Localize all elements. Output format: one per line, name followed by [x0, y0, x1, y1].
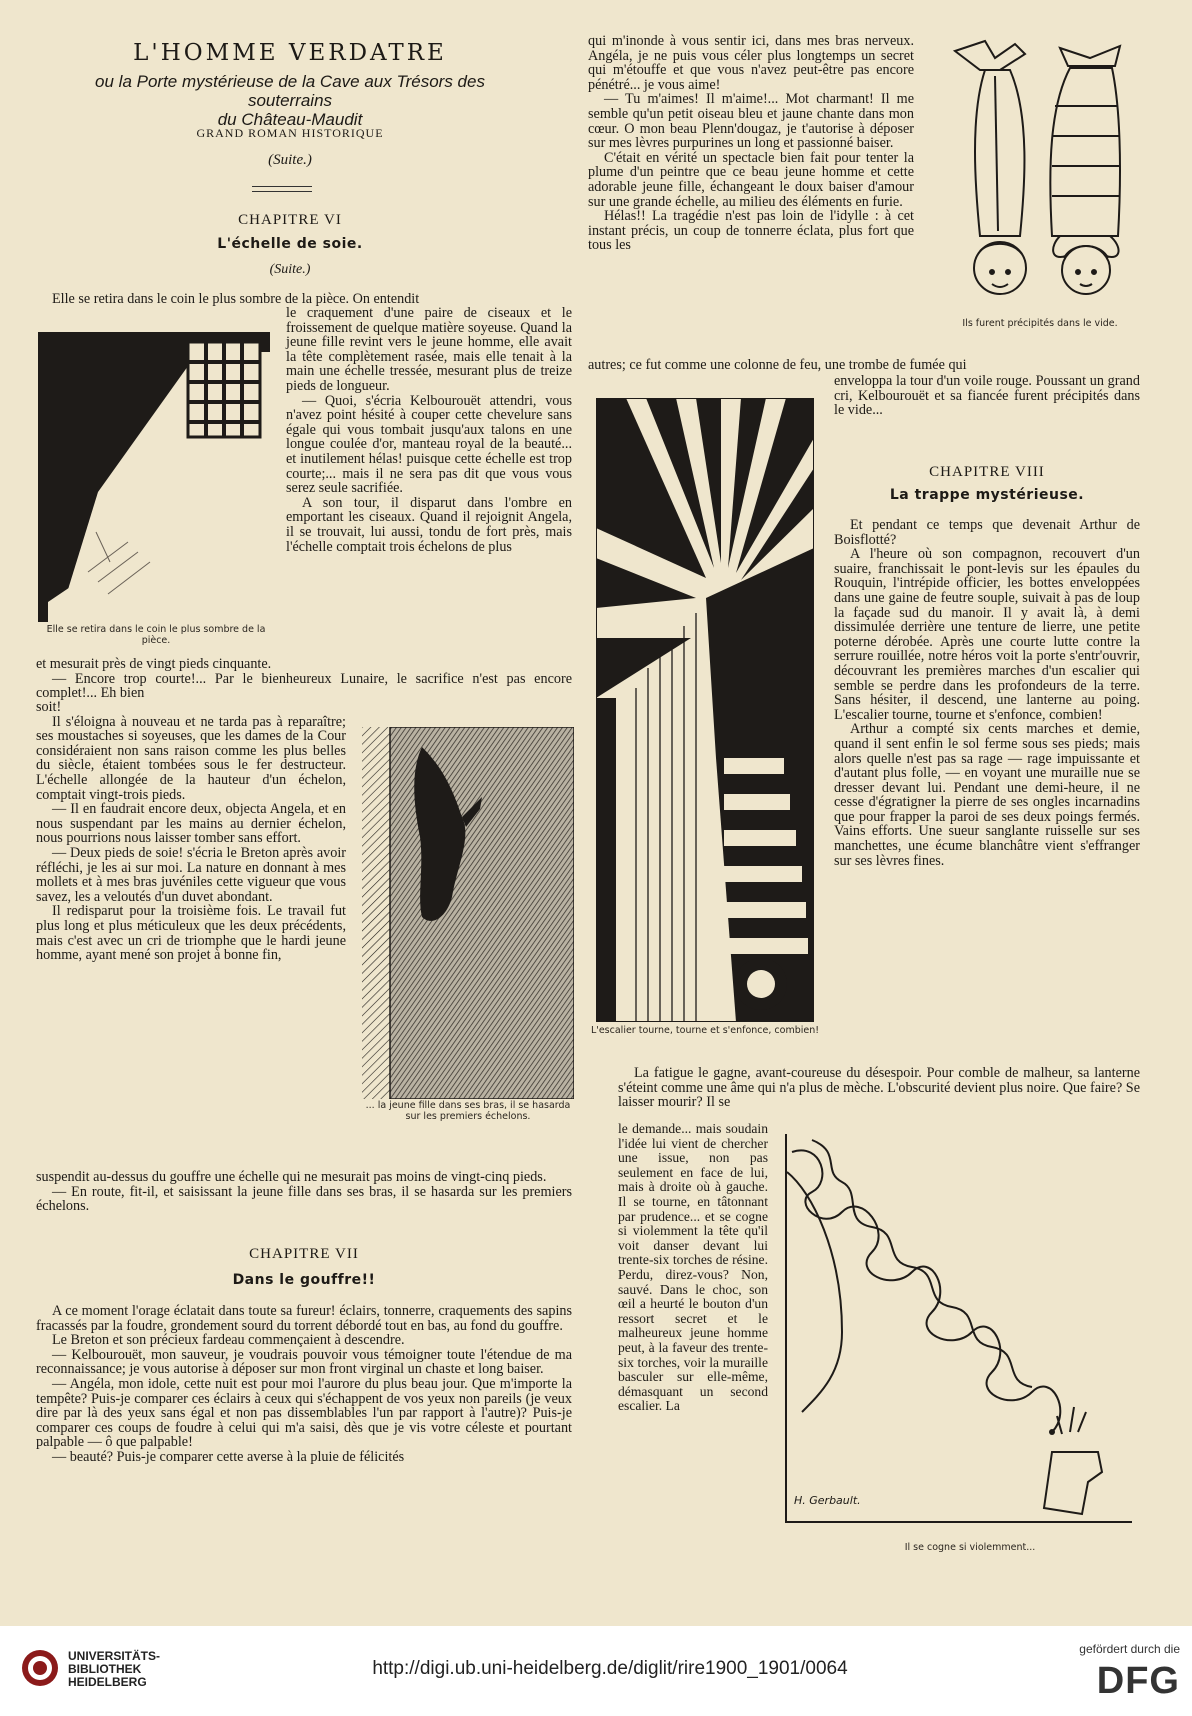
illustration-rope-descent	[362, 727, 574, 1099]
paragraph: — Quoi, s'écria Kelbourouët attendri, vous n'avez point hésité à couper cette chevelure sans égale qui vous tombait jusqu'aux talons en une longue coulée d'or, manteau royal de la beauté... et inutilement hélas! puisque cette échelle est trop courte;... mais il ne sera pas dit que vous vous serez seule sacrifiée.	[286, 392, 572, 497]
paragraph: le demande... mais soudain l'idée lui vient de chercher une issue, non pas seulement en face de lui, mais à droite où à gauche. Il se tourne, en tâtonnant par prudence... et se cogne si violemment la tête qu'il voit danser devant lui trente-six torches de résine. Perdu, direz-vous? Non, sauvé. Dans le choc, son œil a heurté le bouton d'un ressort secret et le malheureux jeune homme peut, à la faveur des trente-six torches, voir la muraille basculer sur elle-même, démasquant un second escalier. La	[618, 1121, 768, 1414]
library-name-line-1: UNIVERSITÄTS-	[68, 1649, 161, 1663]
caption-figure-5: Il se cogne si violemment...	[904, 1542, 1036, 1553]
illustration-spiral-staircase	[596, 398, 814, 1022]
paragraph: le craquement d'une paire de ciseaux et le froissement de quelque matière soyeuse. Quand la jeune fille revint vers le jeune homme, elle avait la tête complètement rasée, mais elle tenait à la main une échelle tressée, mesurant plus de treize pieds de longueur.	[286, 305, 572, 394]
ornament-divider	[252, 186, 312, 192]
chapter-6-column-right-text	[286, 306, 572, 554]
paragraph: — Kelbourouët, mon sauveur, je voudrais pouvoir vous témoigner toute l'étendue de ma reconnaissance; je vous autorise à déposer sur mon front virginal un chaste et long baiser.	[36, 1346, 572, 1378]
library-seal-icon	[20, 1648, 60, 1688]
paragraph: — Encore trop courte!... Par le bienheureux Lunaire, le sacrifice n'est pas encore complet!... Eh bien	[36, 670, 572, 702]
chapter-6-left-narrow-text	[36, 700, 346, 963]
paragraph: — beauté? Puis-je comparer cette averse à la pluie de félicités	[52, 1448, 405, 1465]
head-bump-drawing	[782, 1132, 1134, 1536]
subtitle-line-2: du Château-Maudit	[217, 110, 363, 129]
story-kicker: GRAND ROMAN HISTORIQUE	[196, 126, 384, 140]
subtitle-line-1: ou la Porte mystérieuse de la Cave aux Trésors des souterrains	[95, 72, 485, 110]
caption-figure-4: Ils furent précipités dans le vide.	[962, 318, 1118, 329]
chapter-6-fullwidth-text	[36, 657, 572, 701]
caption-figure-3: L'escalier tourne, tourne et s'enfonce, combien!	[590, 1025, 820, 1036]
story-suite: (Suite.)	[268, 152, 312, 168]
library-name-line-2: BIBLIOTHEK	[68, 1662, 142, 1676]
library-name	[68, 1650, 160, 1689]
paragraph: Elle se retira dans le coin le plus sombre de la pièce. On entendit	[52, 291, 420, 307]
story-title: L'HOMME VERDATRE	[133, 40, 447, 66]
funding-label: gefördert durch die	[1079, 1642, 1180, 1656]
paragraph: — Tu m'aimes! Il m'aime!... Mot charmant! Il me semble qu'un petit oiseau bleu et jaune chante dans mon cœur. O mon beau Plenn'dougaz, je t'autorise à déposer sur mes lèvres purpurines un long et passionné baiser.	[588, 91, 914, 152]
library-name-line-3: HEIDELBERG	[68, 1675, 147, 1689]
chapter-7-title: Dans le gouffre!!	[232, 1272, 376, 1288]
illustration-head-bump	[782, 1132, 1134, 1536]
permalink-url[interactable]: http://digi.ub.uni-heidelberg.de/diglit/rire1900_1901/0064	[372, 1658, 848, 1679]
paragraph: et mesurait près de vingt pieds cinquante.	[36, 656, 272, 672]
staircase-drawing	[596, 398, 814, 1022]
chapter-6-title: L'échelle de soie.	[217, 236, 363, 252]
chapter-7-fullwidth-line	[588, 358, 1140, 373]
paragraph: Arthur a compté six cents marches et demie, quand il sent enfin le sol ferme sous ses pieds; mais alors quelle n'est pas sa rage — rage impuissante et d'autant plus folle, — en voyant une muraille nue se dresser devant lui. Pendant une demi-heure, il ne cesse d'égratigner la pierre de ses ongles incarnadins que pour frapper la paroi de ses deux poings fermés. Vains efforts. Une sueur sanglante ruisselle sur ses manchettes, une écume blanchâtre vient s'effranger sur ses lèvres fines.	[834, 721, 1140, 869]
chapter-8-title: La trappe mystérieuse.	[889, 487, 1085, 503]
chapter-8-fullwidth-text	[618, 1066, 1140, 1110]
illustration-window-corner	[38, 332, 270, 622]
caption-figure-2: ... la jeune fille dans ses bras, il se hasarda sur les premiers échelons.	[365, 1100, 571, 1122]
chapter-7-right-top-text	[588, 34, 914, 253]
paragraph: Il s'éloigna à nouveau et ne tarda pas à reparaître; ses moustaches si soyeuses, que les dames de la Cour considéraient non sans raison comme les plus belles du siècle, étaient tombées sous le fer destructeur. L'échelle allongée de la hauteur d'un échelon, comptait vingt-trois pieds.	[36, 713, 346, 803]
chapter-8-narrow-text	[618, 1122, 768, 1414]
illustration-falling-couple	[940, 36, 1140, 306]
paragraph: Hélas!! La tragédie n'est pas loin de l'idylle : à cet instant précis, un coup de tonnerre éclata, plus fort que tous les	[588, 208, 914, 254]
paragraph: C'était en vérité un spectacle bien fait pour tenter la plume d'un peintre que ce beau jeune homme et cette adorable jeune fille, échangeant le doux baiser d'amour sur une grande échelle, au milieu des éléments en furie.	[588, 149, 914, 210]
chapter-8-right-column	[834, 518, 1140, 868]
paragraph: A son tour, il disparut dans l'ombre en emportant les ciseaux. Quand il rejoignit Angela, il se trouvait, lui aussi, tondu de fort près, mais l'échelle comptait trois échelons de plus	[286, 494, 572, 555]
paragraph: Le Breton et son précieux fardeau commençaient à descendre.	[52, 1332, 405, 1349]
falling-couple-drawing	[940, 36, 1140, 306]
caption-figure-1: Elle se retira dans le coin le plus sombre de la pièce.	[46, 624, 266, 646]
dfg-logo: DFG	[1096, 1660, 1180, 1702]
paragraph: A ce moment l'orage éclatait dans toute sa fureur! éclairs, tonnerre, craquements des sapins fracassés par la foudre, grondement sourd du torrent débordé tout en bas, au fond du gouffre.	[36, 1303, 572, 1334]
story-subtitle	[60, 72, 520, 129]
paragraph: — Deux pieds de soie! s'écria le Breton après avoir réfléchi, je les ai sur moi. La nature en donnant à mes mollets et à mes bras juvéniles cette vigueur que vous savez, les a veloutés d'un duvet abondant.	[36, 844, 346, 905]
paragraph: soit!	[36, 699, 62, 715]
library-logo-icon	[20, 1648, 60, 1688]
illustration-signature: H. Gerbault.	[794, 1494, 861, 1507]
paragraph: qui m'inonde à vous sentir ici, dans mes bras nerveux. Angéla, je ne puis vous céler plus longtemps un secret qui m'étouffe et que vous n'avez peut-être pas encore pénétré... je vous aime!	[588, 33, 914, 93]
digitization-footer	[0, 1626, 1192, 1716]
paragraph: La fatigue le gagne, avant-coureuse du désespoir. Pour comble de malheur, sa lanterne s'éteint comme une âme qui n'a plus de mèche. L'obscurité devient plus noire. Que faire? Se laisser mourir? Il se	[618, 1065, 1140, 1111]
paragraph: — En route, fit-il, et saisissant la jeune fille dans ses bras, il se hasarda sur les premiers échelons.	[36, 1183, 572, 1215]
chapter-7-left-column	[36, 1304, 572, 1465]
paragraph: — Il en faudrait encore deux, objecta Angela, et en nous suspendant par les mains au dernier échelon, nous pourrions nous laisser tomber sans effort.	[36, 801, 346, 847]
chapter-6-ending-text	[36, 1170, 572, 1214]
paragraph: suspendit au-dessus du gouffre une échelle qui ne mesurait pas moins de vingt-cinq pieds.	[36, 1169, 547, 1185]
window-drawing	[38, 332, 270, 622]
paragraph: enveloppa la tour d'un voile rouge. Poussant un grand cri, Kelbourouët et sa fiancée furent précipités dans le vide...	[834, 373, 1140, 419]
paragraph: — Angéla, mon idole, cette nuit est pour moi l'aurore du plus beau jour. Que m'importe la tempête? Puis-je comparer ces éclairs à ceux qui s'échappent de vos yeux non pareils (je veux dire par là des yeux sans égal et non pas dissemblables l'un par rapport à l'autre)? Puis-je comparer ces coups de foudre à celui qui m'a saisi, dès que je vis votre céleste et pourtant palpable — ô que palpable!	[36, 1375, 572, 1451]
chapter-6-heading: CHAPITRE VI	[238, 212, 342, 228]
chapter-8-heading: CHAPITRE VIII	[929, 464, 1045, 480]
paragraph: autres; ce fut comme une colonne de feu, une trombe de fumée qui	[588, 357, 967, 373]
paragraph: A l'heure où son compagnon, recouvert d'un suaire, franchissait le pont-levis sur les épaules du Rouquin, l'intrépide officier, les bottes enveloppées dans une gaine de feutre souple, suivait à pas de loup la façade sud du manoir. Il y avait là, à demi dissimulée derrière une tenture de lierre, une petite poterne dérobée. Après une courte lutte contre la serrure rouillée, notre héros voit la porte s'entr'ouvrir, découvrant les premières marches d'un escalier qui semble se perdre dans les profondeurs de la terre. Sans hésiter, il descend, une lanterne au poing. L'escalier tourne, tourne et s'enfonce, combien!	[834, 546, 1140, 723]
chapter-6-suite: (Suite.)	[269, 262, 311, 277]
rope-descent-drawing	[362, 727, 574, 1099]
paragraph: Il redisparut pour la troisième fois. Le travail fut plus long et plus méticuleux que les deux précédents, mais c'est avec un cri de triomphe que le hardi jeune homme, ayant mené son projet à bonne fin,	[36, 903, 346, 964]
chapter-7-right-end-text	[834, 374, 1140, 418]
paragraph: Et pendant ce temps que devenait Arthur de Boisflotté?	[834, 517, 1140, 548]
chapter-7-heading: CHAPITRE VII	[249, 1246, 359, 1262]
